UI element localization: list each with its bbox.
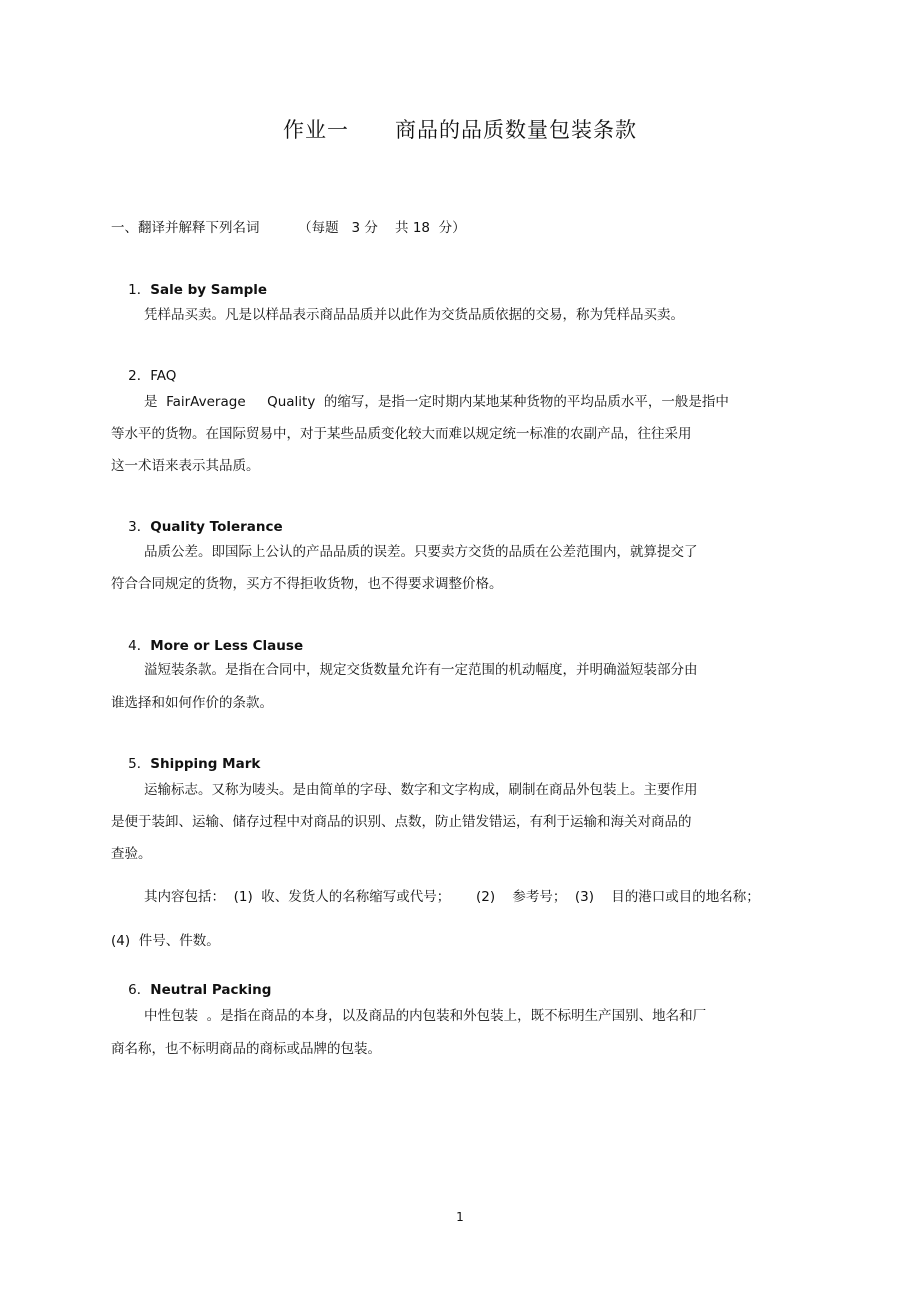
- paragraph-line: 中性包装 。是指在商品的本身，以及商品的内包装和外包装上，既不标明生产国别、地名和厂: [144, 1008, 707, 1024]
- item-number: 3．: [128, 519, 151, 535]
- item-term: More or Less Clause: [150, 638, 304, 654]
- item-number: 2．: [128, 368, 151, 384]
- paragraph-line: 商名称，也不标明商品的商标或品牌的包装。: [111, 1041, 381, 1057]
- paragraph-line: 品质公差。即国际上公认的产品品质的误差。只要卖方交货的品质在公差范围内，就算提交了: [144, 544, 698, 560]
- item-term: FAQ: [150, 368, 177, 384]
- item-term: Shipping Mark: [150, 756, 261, 772]
- item-term: Neutral Packing: [150, 982, 272, 998]
- item-number: 5．: [128, 756, 151, 772]
- paragraph-line: 查验。: [111, 846, 152, 862]
- paragraph-line: 这一术语来表示其品质。: [111, 458, 260, 474]
- page-title: 作业一 商品的品质数量包装条款: [282, 118, 638, 142]
- paragraph-line: 运输标志。又称为唛头。是由简单的字母、数字和文字构成，刷制在商品外包装上。主要作用: [144, 782, 698, 798]
- item-number: 4．: [128, 638, 151, 654]
- item-number: 6．: [128, 982, 151, 998]
- page-number: 1: [456, 1210, 464, 1224]
- item-term: Quality Tolerance: [150, 519, 283, 535]
- paragraph-line: 是 FairAverage Quality 的缩写，是指一定时期内某地某种货物的平均品质水平，一般是指中: [144, 394, 729, 410]
- paragraph-line: 溢短装条款。是指在合同中，规定交货数量允许有一定范围的机动幅度，并明确溢短装部分由: [144, 662, 698, 678]
- paragraph-line: 其内容包括： (1) 收、发货人的名称缩写或代号； (2) 参考号； (3) 目的港口或目的地名称；: [144, 889, 760, 905]
- item-term: Sale by Sample: [150, 282, 268, 298]
- paragraph-line: 符合合同规定的货物，买方不得拒收货物，也不得要求调整价格。: [111, 576, 503, 592]
- paragraph-line: (4) 件号、件数。: [111, 933, 220, 949]
- section-heading: 一、翻译并解释下列名词 （每题 3 分 共 18 分）: [111, 220, 466, 236]
- item-number: 1．: [128, 282, 151, 298]
- paragraph-line: 等水平的货物。在国际贸易中，对于某些品质变化较大而难以规定统一标准的农副产品，往往采用: [111, 426, 692, 442]
- paragraph-line: 谁选择和如何作价的条款。: [111, 695, 273, 711]
- paragraph-line: 凭样品买卖。凡是以样品表示商品品质并以此作为交货品质依据的交易，称为凭样品买卖。: [144, 307, 684, 323]
- paragraph-line: 是便于装卸、运输、储存过程中对商品的识别、点数，防止错发错运，有利于运输和海关对商品的: [111, 814, 692, 830]
